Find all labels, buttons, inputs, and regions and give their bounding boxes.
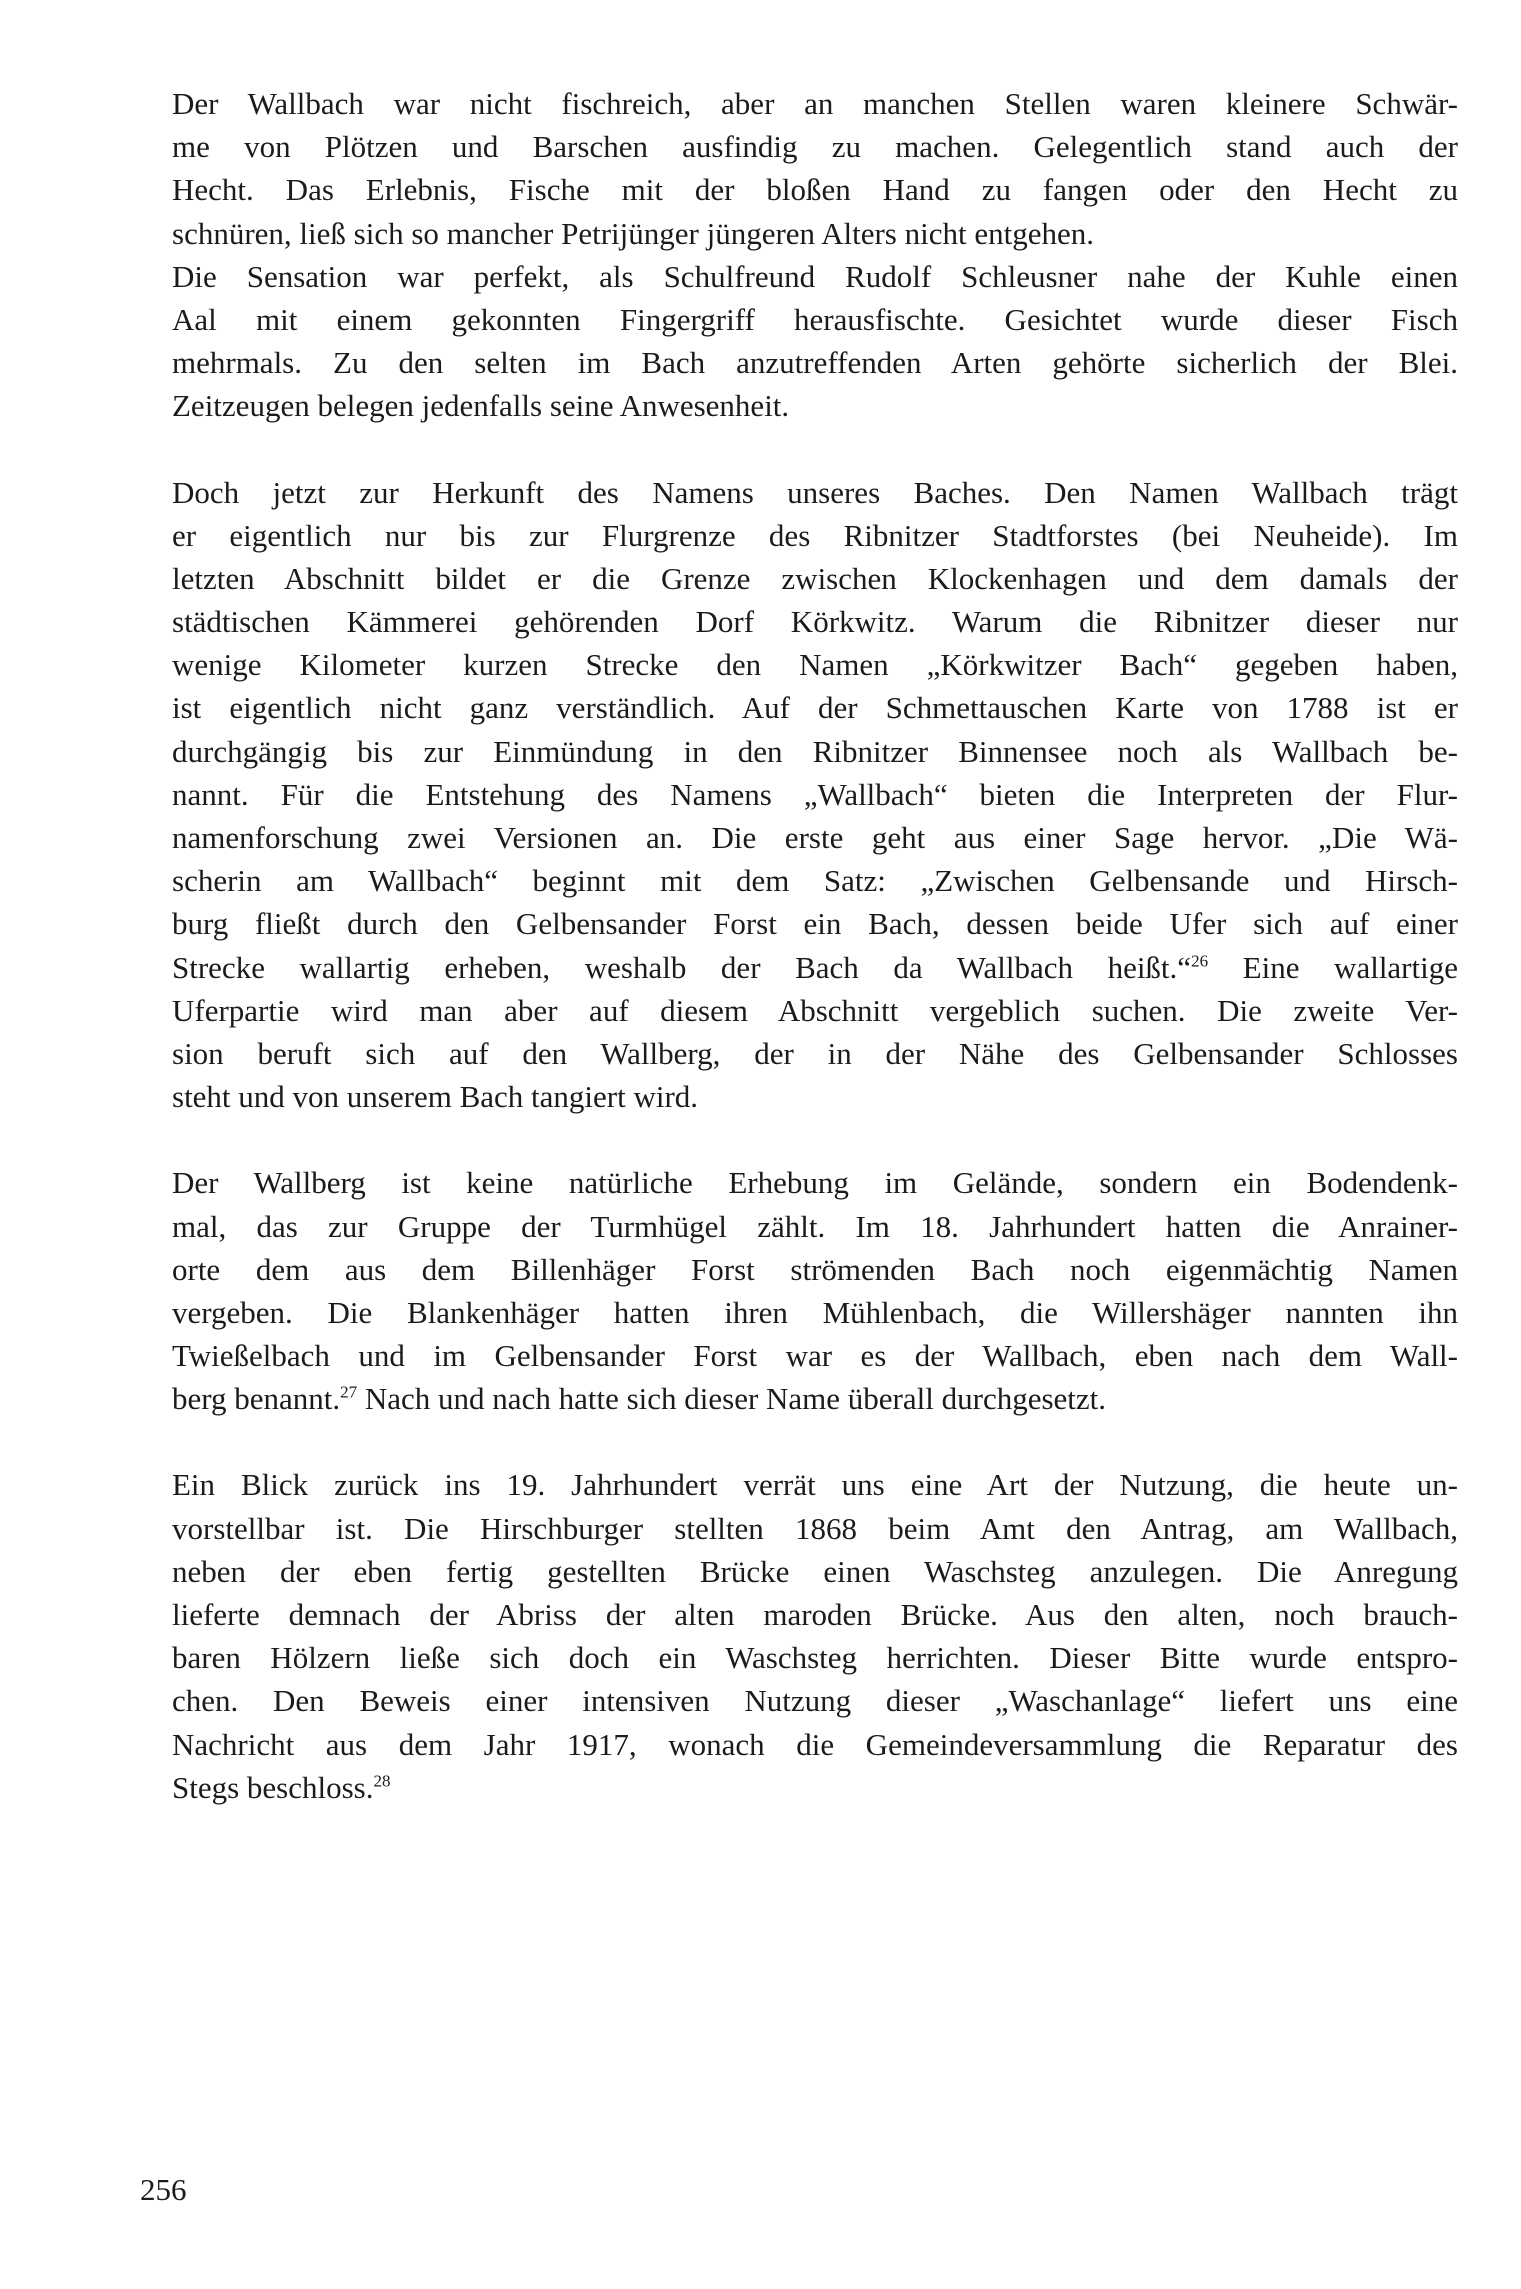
text-line: Doch jetzt zur Herkunft des Namens unseres Baches. Den Namen Wallbach trägt [172, 474, 1458, 510]
text-line: Der Wallberg ist keine natürliche Erhebung im Gelände, sondern ein Bodendenk- [172, 1165, 1458, 1201]
text-line-with-footnote [172, 1766, 1458, 1809]
footnote-marker: 26 [1191, 951, 1209, 971]
text-line: nannt. Für die Entstehung des Namens „Wallbach“ bieten die Interpreten der Flur- [172, 776, 1458, 812]
text-line: Nachricht aus dem Jahr 1917, wonach die Gemeindeversammlung die Reparatur des [172, 1726, 1458, 1762]
text-segment: Eine wallartige [1208, 949, 1458, 985]
text-line: neben der eben fertig gestellten Brücke einen Waschsteg anzulegen. Die Anregung [172, 1553, 1458, 1589]
text-line-with-footnote [172, 946, 1458, 989]
text-segment: berg benannt. [172, 1381, 341, 1417]
text-line: baren Hölzern ließe sich doch ein Waschsteg herrichten. Dieser Bitte wurde entspro- [172, 1640, 1458, 1676]
text-line: schnüren, ließ sich so mancher Petrijünger jüngeren Alters nicht entgehen. [172, 215, 1094, 251]
text-line: Uferpartie wird man aber auf diesem Abschnitt vergeblich suchen. Die zweite Ver- [172, 992, 1458, 1028]
text-line: er eigentlich nur bis zur Flurgrenze des Ribnitzer Stadtforstes (bei Neuheide). Im [172, 517, 1458, 553]
text-line: ist eigentlich nicht ganz verständlich. Auf der Schmettauschen Karte von 1788 ist er [172, 690, 1458, 726]
text-line: letzten Abschnitt bildet er die Grenze zwischen Klockenhagen und dem damals der [172, 560, 1458, 596]
text-line: mal, das zur Gruppe der Turmhügel zählt. Im 18. Jahrhundert hatten die Anrainer- [172, 1208, 1458, 1244]
text-line: Hecht. Das Erlebnis, Fische mit der bloßen Hand zu fangen oder den Hecht zu [172, 172, 1458, 208]
paragraph-4 [172, 1463, 1458, 1809]
footnote-marker: 27 [340, 1382, 358, 1402]
page-number: 256 [140, 2172, 187, 2207]
text-line: steht und von unserem Bach tangiert wird. [172, 1079, 699, 1115]
text-line: scherin am Wallbach“ beginnt mit dem Satz: „Zwischen Gelbensande und Hirsch- [172, 863, 1458, 899]
text-segment: Nach und nach hatte sich dieser Name überall durchgesetzt. [357, 1381, 1107, 1417]
text-line: vergeben. Die Blankenhäger hatten ihren Mühlenbach, die Willershäger nannten ihn [172, 1294, 1458, 1330]
text-line: Die Sensation war perfekt, als Schulfreund Rudolf Schleusner nahe der Kuhle einen [172, 258, 1458, 294]
paragraph-3 [172, 1161, 1458, 1420]
text-line: vorstellbar ist. Die Hirschburger stellten 1868 beim Amt den Antrag, am Wallbach, [172, 1510, 1458, 1546]
paragraph-1 [172, 82, 1458, 428]
page-text-block [172, 82, 1458, 1809]
text-line: Zeitzeugen belegen jedenfalls seine Anwesenheit. [172, 388, 790, 424]
text-line: Ein Blick zurück ins 19. Jahrhundert verrät uns eine Art der Nutzung, die heute un- [172, 1467, 1458, 1503]
text-line-with-footnote [172, 1377, 1458, 1420]
text-line: namenforschung zwei Versionen an. Die erste geht aus einer Sage hervor. „Die Wä- [172, 820, 1458, 855]
text-segment: Strecke wallartig erheben, weshalb der Bach da Wallbach heißt.“ [172, 949, 1192, 985]
text-line: Der Wallbach war nicht fischreich, aber an manchen Stellen waren kleinere Schwär- [172, 86, 1458, 121]
text-line: orte dem aus dem Billenhäger Forst strömenden Bach noch eigenmächtig Namen [172, 1251, 1458, 1287]
text-line: mehrmals. Zu den selten im Bach anzutreffenden Arten gehörte sicherlich der Blei. [172, 345, 1458, 381]
text-line: städtischen Kämmerei gehörenden Dorf Körkwitz. Warum die Ribnitzer dieser nur [172, 604, 1458, 640]
text-line: chen. Den Beweis einer intensiven Nutzung dieser „Waschanlage“ liefert uns eine [172, 1683, 1458, 1719]
text-line: sion beruft sich auf den Wallberg, der in der Nähe des Gelbensander Schlosses [172, 1035, 1458, 1071]
text-line: durchgängig bis zur Einmündung in den Ribnitzer Binnensee noch als Wallbach be- [172, 733, 1458, 769]
text-line: burg fließt durch den Gelbensander Forst ein Bach, dessen beide Ufer sich auf einer [172, 906, 1458, 942]
text-segment: Stegs beschloss. [172, 1769, 374, 1805]
text-line: me von Plötzen und Barschen ausfindig zu machen. Gelegentlich stand auch der [172, 129, 1458, 165]
footnote-marker: 28 [373, 1771, 391, 1791]
text-line: Twießelbach und im Gelbensander Forst war es der Wallbach, eben nach dem Wall- [172, 1338, 1458, 1374]
text-line: Aal mit einem gekonnten Fingergriff herausfischte. Gesichtet wurde dieser Fisch [172, 301, 1458, 337]
paragraph-2 [172, 471, 1458, 1119]
text-line: wenige Kilometer kurzen Strecke den Namen „Körkwitzer Bach“ gegeben haben, [172, 647, 1458, 683]
text-line: lieferte demnach der Abriss der alten maroden Brücke. Aus den alten, noch brauch- [172, 1597, 1458, 1632]
